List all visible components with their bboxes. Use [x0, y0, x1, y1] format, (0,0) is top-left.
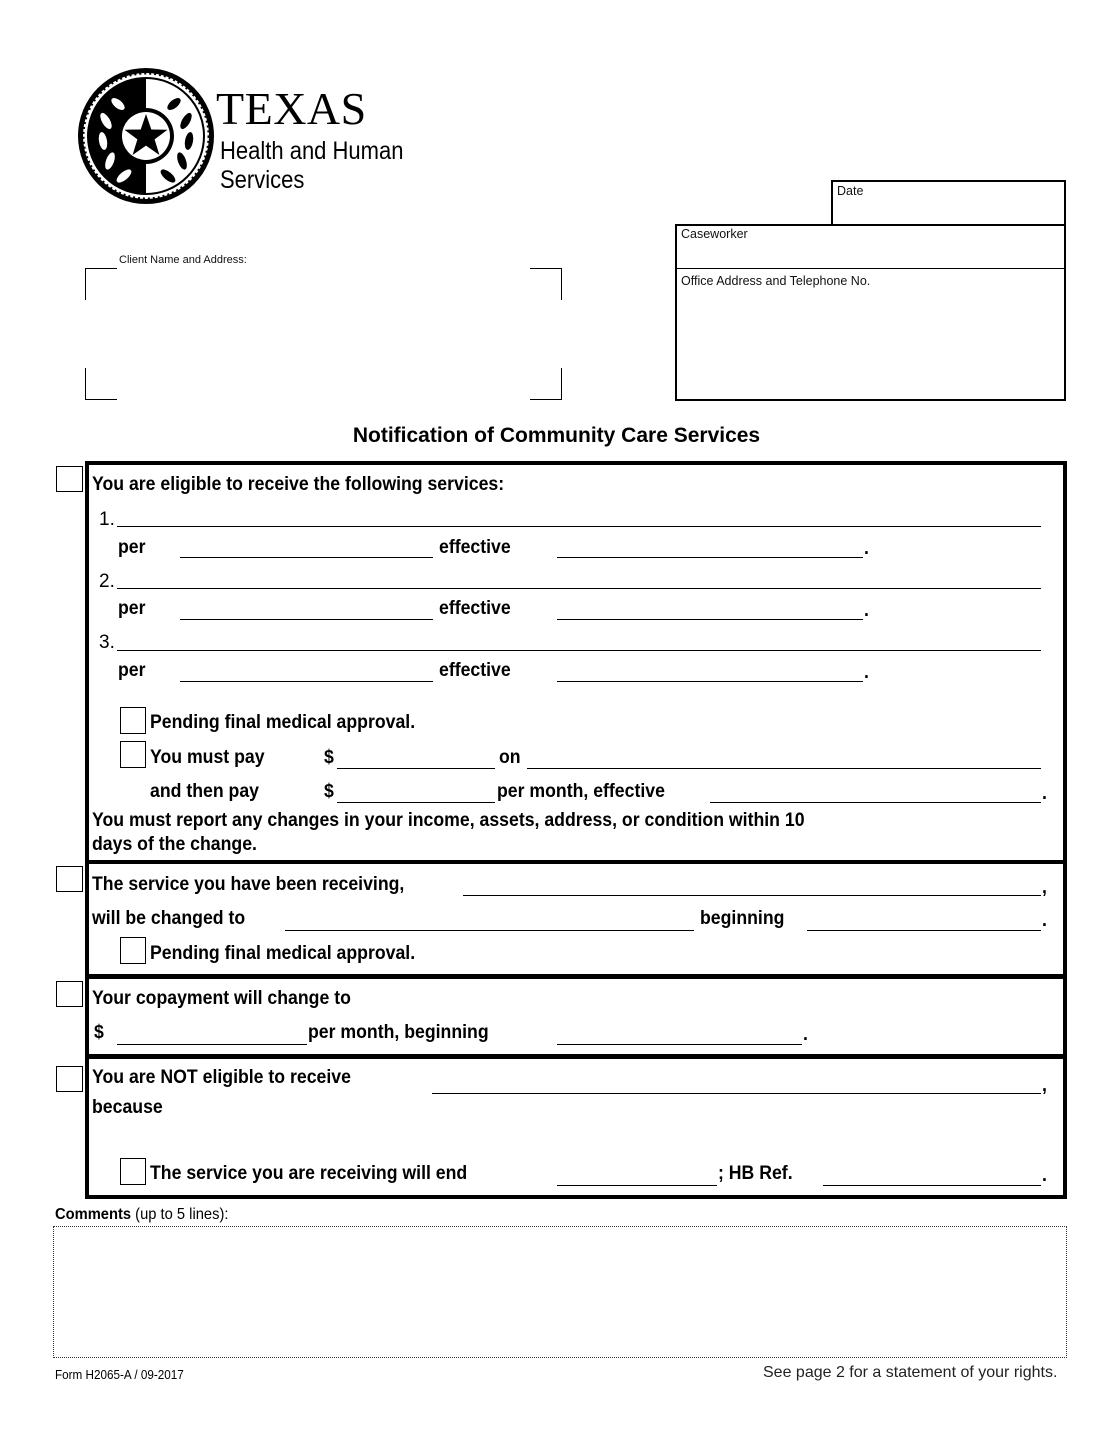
- period: .: [864, 600, 869, 621]
- period: .: [1042, 783, 1047, 804]
- service-end-checkbox[interactable]: [120, 1158, 146, 1185]
- period: .: [1042, 1165, 1047, 1186]
- hb-ref-input[interactable]: [823, 1185, 1041, 1186]
- because-label: because: [92, 1097, 163, 1118]
- pending-approval-checkbox[interactable]: [120, 707, 146, 734]
- service-end-label: The service you are receiving will end: [150, 1163, 468, 1184]
- comma: ,: [1042, 1075, 1047, 1096]
- then-pay-amount-input[interactable]: [337, 802, 495, 803]
- divider: [675, 268, 1066, 269]
- period: .: [803, 1024, 808, 1045]
- current-service-input[interactable]: [463, 895, 1041, 896]
- logo-subtitle-line1: Health and Human: [220, 137, 404, 165]
- report-notice-line2: days of the change.: [92, 834, 257, 855]
- beginning-label: beginning: [700, 908, 785, 929]
- caseworker-label: Caseworker: [681, 227, 748, 241]
- period: .: [1042, 910, 1047, 931]
- service-3-effective-input[interactable]: [557, 681, 863, 682]
- dollar-sign: $: [324, 747, 334, 768]
- caseworker-field[interactable]: [677, 226, 1064, 268]
- not-emphasis: NOT: [160, 1067, 198, 1088]
- service-3-per-input[interactable]: [180, 681, 433, 682]
- effective-label: effective: [439, 660, 511, 681]
- copayment-checkbox[interactable]: [56, 981, 83, 1007]
- comments-label: Comments (up to 5 lines):: [55, 1206, 229, 1223]
- rights-note: See page 2 for a statement of your rights.: [763, 1364, 1058, 1381]
- because-reason-field[interactable]: [92, 1122, 1042, 1156]
- not-eligible-heading: You are NOT eligible to receive: [92, 1067, 351, 1088]
- dollar-sign: $: [94, 1022, 104, 1043]
- logo-title: TEXAS: [216, 83, 367, 134]
- changed-to-label: will be changed to: [92, 908, 246, 929]
- service-3-input[interactable]: [117, 650, 1041, 651]
- logo-subtitle: [220, 137, 403, 195]
- client-name-address-field[interactable]: [85, 268, 562, 400]
- hb-ref-label: ; HB Ref.: [718, 1163, 793, 1184]
- corner-mark: [85, 268, 117, 300]
- service-changed-heading: The service you have been receiving,: [92, 874, 405, 895]
- comma: ,: [1042, 877, 1047, 898]
- comments-textarea[interactable]: [53, 1226, 1067, 1358]
- not-eligible-checkbox[interactable]: [56, 1066, 83, 1092]
- page-title: Notification of Community Care Services: [352, 424, 761, 447]
- service-end-date-input[interactable]: [557, 1185, 717, 1186]
- corner-mark: [530, 268, 562, 300]
- eligible-heading: You are eligible to receive the following services:: [92, 474, 505, 495]
- service-2-per-input[interactable]: [180, 619, 433, 620]
- office-address-label: Office Address and Telephone No.: [681, 274, 871, 288]
- period: .: [864, 538, 869, 559]
- must-pay-checkbox[interactable]: [120, 741, 146, 768]
- service-1-input[interactable]: [117, 526, 1041, 527]
- per-label: per: [118, 660, 146, 681]
- on-label: on: [499, 747, 521, 768]
- per-month-beginning-label: per month, beginning: [308, 1022, 489, 1043]
- section-eligible: [85, 461, 1067, 864]
- date-label: Date: [837, 184, 864, 198]
- must-pay-label: You must pay: [150, 747, 265, 768]
- item-number: 1.: [99, 509, 115, 530]
- report-notice-line1: You must report any changes in your income, assets, address, or condition within 10: [92, 810, 805, 831]
- office-address-field[interactable]: [677, 270, 1064, 399]
- texas-seal-icon: [76, 66, 216, 206]
- copayment-heading: Your copayment will change to: [92, 988, 351, 1009]
- not-eligible-service-input[interactable]: [432, 1093, 1041, 1094]
- copayment-beginning-input[interactable]: [557, 1044, 802, 1045]
- date-field[interactable]: [831, 180, 1066, 226]
- pending-approval-label: Pending final medical approval.: [150, 712, 416, 733]
- per-label: per: [118, 537, 146, 558]
- service-2-input[interactable]: [117, 588, 1041, 589]
- item-number: 3.: [99, 632, 115, 653]
- item-number: 2.: [99, 571, 115, 592]
- changed-beginning-input[interactable]: [807, 930, 1041, 931]
- copayment-amount-input[interactable]: [117, 1044, 307, 1045]
- corner-mark: [85, 368, 117, 400]
- changed-pending-label: Pending final medical approval.: [150, 943, 416, 964]
- must-pay-date-input[interactable]: [527, 768, 1041, 769]
- then-pay-effective-input[interactable]: [710, 802, 1041, 803]
- service-2-effective-input[interactable]: [557, 619, 863, 620]
- service-1-effective-input[interactable]: [557, 557, 863, 558]
- period: .: [864, 662, 869, 683]
- per-month-effective-label: per month, effective: [497, 781, 665, 802]
- must-pay-amount-input[interactable]: [337, 768, 495, 769]
- effective-label: effective: [439, 537, 511, 558]
- service-1-per-input[interactable]: [180, 557, 433, 558]
- effective-label: effective: [439, 598, 511, 619]
- client-label: Client Name and Address:: [119, 254, 247, 266]
- eligible-checkbox[interactable]: [56, 466, 83, 492]
- changed-pending-checkbox[interactable]: [120, 937, 146, 964]
- form-id: Form H2065-A / 09-2017: [55, 1367, 184, 1382]
- then-pay-label: and then pay: [150, 781, 259, 802]
- service-changed-checkbox[interactable]: [56, 866, 83, 892]
- changed-to-input[interactable]: [285, 930, 694, 931]
- logo-subtitle-line2: Services: [220, 166, 305, 194]
- dollar-sign: $: [324, 781, 334, 802]
- per-label: per: [118, 598, 146, 619]
- corner-mark: [530, 368, 562, 400]
